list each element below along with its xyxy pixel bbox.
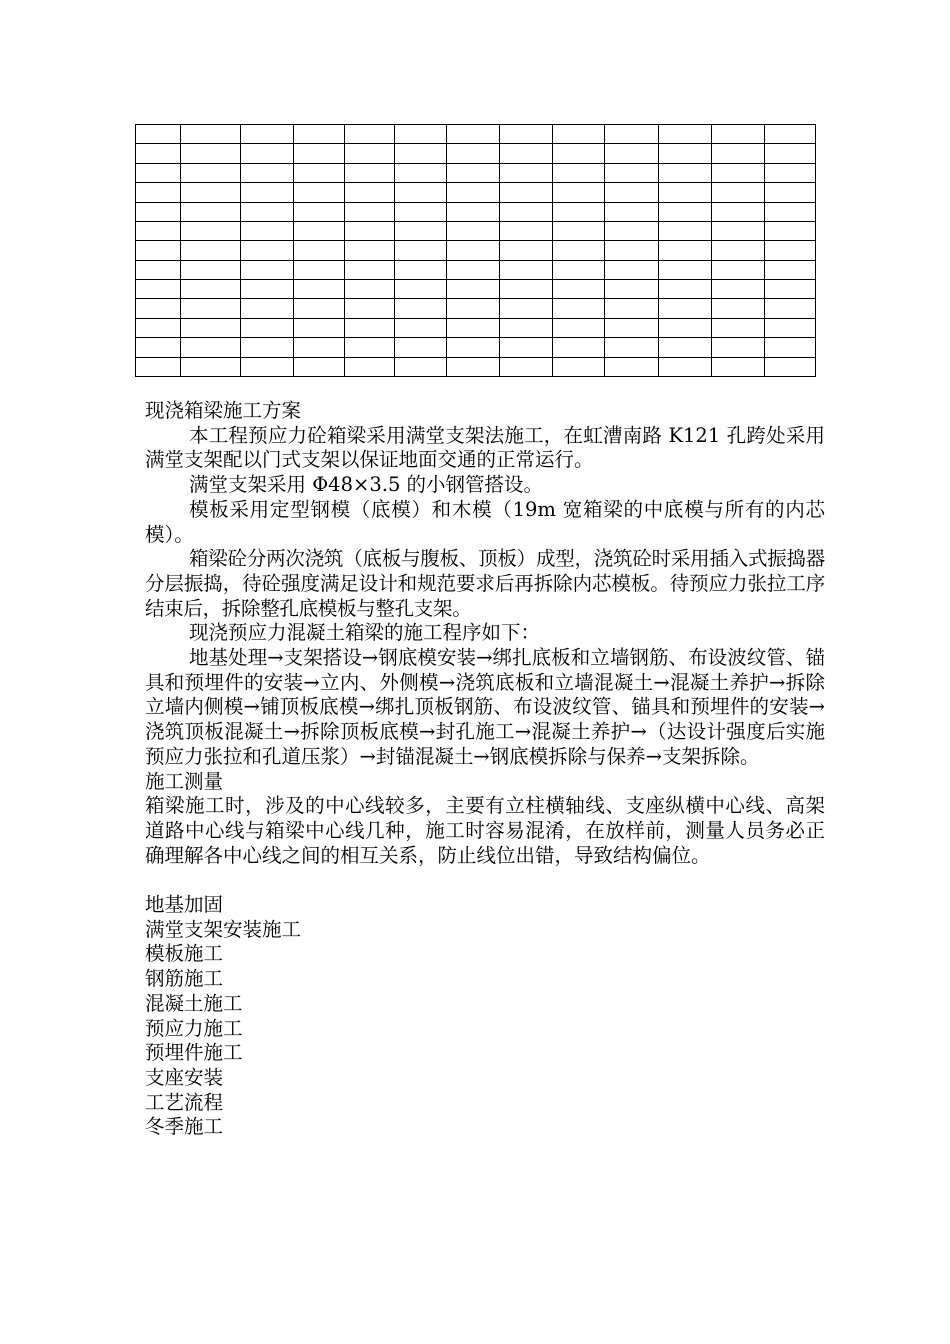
table-cell	[345, 163, 395, 182]
table-row	[136, 299, 816, 318]
table-cell	[658, 125, 711, 144]
table-cell	[241, 280, 294, 299]
table-cell	[711, 202, 764, 221]
table-row	[136, 125, 816, 144]
table-row	[136, 144, 816, 163]
table-row	[136, 357, 816, 377]
table-cell	[764, 318, 815, 337]
table-cell	[764, 163, 815, 182]
table-cell	[395, 125, 447, 144]
table-cell	[658, 357, 711, 377]
table-cell	[552, 357, 604, 377]
table-cell	[181, 357, 241, 377]
table-cell	[294, 338, 345, 357]
table-cell	[345, 299, 395, 318]
table-cell	[552, 183, 604, 202]
table-row	[136, 183, 816, 202]
table-cell	[447, 241, 500, 260]
table-cell	[604, 260, 658, 279]
table-cell	[345, 183, 395, 202]
table-cell	[604, 338, 658, 357]
table-cell	[395, 221, 447, 240]
table-cell	[294, 144, 345, 163]
table-cell	[447, 280, 500, 299]
table-cell	[604, 202, 658, 221]
table-cell	[294, 202, 345, 221]
table-cell	[447, 183, 500, 202]
table-cell	[136, 299, 181, 318]
table-cell	[345, 125, 395, 144]
table-cell	[136, 280, 181, 299]
table-cell	[181, 163, 241, 182]
table-cell	[764, 338, 815, 357]
table-cell	[345, 144, 395, 163]
table-cell	[500, 260, 552, 279]
paragraph: 模板采用定型钢模（底模）和木模（19m 宽箱梁的中底模与所有的内芯模）。	[145, 497, 825, 546]
table-cell	[136, 318, 181, 337]
table-cell	[136, 183, 181, 202]
table-cell	[447, 357, 500, 377]
table-cell	[447, 318, 500, 337]
table-cell	[764, 183, 815, 202]
table-cell	[604, 241, 658, 260]
table-cell	[241, 338, 294, 357]
table-cell	[658, 221, 711, 240]
table-cell	[395, 241, 447, 260]
table-cell	[552, 338, 604, 357]
paragraph: 地基处理→支架搭设→钢底模安装→绑扎底板和立墙钢筋、布设波纹管、锚具和预埋件的安装→立内、外侧模→浇筑底板和立墙混凝土→混凝土养护→拆除立墙内侧模→铺顶板底模→绑扎顶板钢筋、布设波纹管、锚具和预埋件的安装→浇筑顶板混凝土→拆除顶板底模→封孔施工→混凝土养护→（达设计强度后实施预应力张拉和孔道压浆）→封锚混凝土→钢底模拆除与保养→支架拆除。	[145, 646, 825, 768]
table-cell	[711, 299, 764, 318]
table-cell	[294, 280, 345, 299]
table-cell	[294, 221, 345, 240]
table-cell	[711, 125, 764, 144]
table-cell	[294, 125, 345, 144]
paragraph: 箱梁施工时，涉及的中心线较多，主要有立柱横轴线、支座纵横中心线、高架道路中心线与箱梁中心线几种，施工时容易混淆，在放样前，测量人员务必正确理解各中心线之间的相互关系，防止线位出错，导致结构偏位。	[145, 794, 825, 867]
table-cell	[447, 163, 500, 182]
table-cell	[395, 280, 447, 299]
table-cell	[604, 144, 658, 163]
table-cell	[181, 338, 241, 357]
table-cell	[345, 221, 395, 240]
table-cell	[447, 221, 500, 240]
table-cell	[658, 202, 711, 221]
topic-heading: 混凝土施工	[145, 991, 243, 1015]
table-cell	[294, 318, 345, 337]
table-cell	[604, 183, 658, 202]
table-cell	[136, 221, 181, 240]
table-cell	[500, 280, 552, 299]
table-cell	[395, 299, 447, 318]
table-cell	[711, 241, 764, 260]
topic-heading: 满堂支架安装施工	[145, 917, 302, 941]
table-cell	[711, 221, 764, 240]
table-cell	[395, 183, 447, 202]
table-cell	[345, 280, 395, 299]
table-cell	[181, 202, 241, 221]
table-cell	[711, 163, 764, 182]
table-cell	[395, 202, 447, 221]
table-cell	[552, 318, 604, 337]
table-cell	[500, 144, 552, 163]
table-cell	[711, 260, 764, 279]
table-cell	[764, 280, 815, 299]
table-cell	[294, 241, 345, 260]
table-cell	[604, 163, 658, 182]
topic-heading: 工艺流程	[145, 1090, 224, 1114]
document-body	[145, 399, 825, 1140]
table-cell	[241, 144, 294, 163]
table-cell	[241, 241, 294, 260]
table-cell	[136, 125, 181, 144]
table-cell	[604, 357, 658, 377]
table-cell	[294, 163, 345, 182]
table-row	[136, 318, 816, 337]
table-cell	[241, 299, 294, 318]
topic-heading: 钢筋施工	[145, 967, 224, 991]
table-cell	[241, 125, 294, 144]
table-cell	[447, 299, 500, 318]
table-cell	[658, 299, 711, 318]
table-cell	[552, 241, 604, 260]
topic-heading: 支座安装	[145, 1065, 224, 1089]
table-cell	[294, 260, 345, 279]
table-cell	[764, 357, 815, 377]
table-cell	[345, 260, 395, 279]
table-cell	[294, 183, 345, 202]
table-cell	[500, 125, 552, 144]
table-cell	[181, 183, 241, 202]
table-cell	[241, 163, 294, 182]
table-cell	[345, 338, 395, 357]
section-title: 现浇箱梁施工方案	[145, 399, 302, 422]
table-cell	[447, 202, 500, 221]
table-cell	[604, 318, 658, 337]
table-cell	[345, 202, 395, 221]
table-row	[136, 241, 816, 260]
table-cell	[136, 163, 181, 182]
table-cell	[500, 299, 552, 318]
table-row	[136, 202, 816, 221]
table-cell	[658, 338, 711, 357]
table-cell	[764, 144, 815, 163]
table-cell	[181, 125, 241, 144]
topic-heading: 预应力施工	[145, 1016, 243, 1040]
table-cell	[764, 125, 815, 144]
section-title: 施工测量	[145, 769, 224, 793]
table-row	[136, 338, 816, 357]
table-cell	[136, 260, 181, 279]
table-cell	[552, 280, 604, 299]
table-cell	[181, 280, 241, 299]
table-cell	[552, 221, 604, 240]
table-cell	[136, 357, 181, 377]
table-cell	[447, 338, 500, 357]
table-cell	[500, 338, 552, 357]
table-cell	[181, 241, 241, 260]
paragraph: 现浇预应力混凝土箱梁的施工程序如下：	[189, 621, 541, 645]
table-cell	[241, 357, 294, 377]
table-cell	[395, 338, 447, 357]
table-cell	[447, 144, 500, 163]
table-row	[136, 163, 816, 182]
paragraph: 本工程预应力砼箱梁采用满堂支架法施工，在虹漕南路 K121 孔跨处采用满堂支架配以门式支架以保证地面交通的正常运行。	[145, 423, 825, 472]
table-cell	[711, 144, 764, 163]
table-cell	[500, 183, 552, 202]
table-cell	[764, 260, 815, 279]
table-cell	[345, 318, 395, 337]
blank-line	[145, 868, 825, 893]
table-cell	[658, 241, 711, 260]
table-cell	[658, 280, 711, 299]
paragraph: 箱梁砼分两次浇筑（底板与腹板、顶板）成型，浇筑砼时采用插入式振捣器分层振捣，待砼强度满足设计和规范要求后再拆除内芯模板。待预应力张拉工序结束后，拆除整孔底模板与整孔支架。	[145, 547, 825, 620]
table-cell	[552, 125, 604, 144]
table-cell	[604, 125, 658, 144]
table-cell	[181, 144, 241, 163]
table-cell	[552, 260, 604, 279]
table-cell	[136, 241, 181, 260]
table-cell	[604, 221, 658, 240]
table-cell	[711, 357, 764, 377]
table-cell	[447, 125, 500, 144]
table-cell	[136, 202, 181, 221]
table-cell	[136, 144, 181, 163]
table-cell	[181, 299, 241, 318]
table-cell	[658, 144, 711, 163]
table-row	[136, 260, 816, 279]
table-cell	[711, 183, 764, 202]
table-cell	[136, 338, 181, 357]
table-cell	[395, 260, 447, 279]
table-cell	[181, 260, 241, 279]
table-row	[136, 221, 816, 240]
table-cell	[241, 318, 294, 337]
table-cell	[241, 260, 294, 279]
blank-grid-table	[135, 124, 816, 377]
table-cell	[711, 338, 764, 357]
table-cell	[604, 299, 658, 318]
table-cell	[395, 163, 447, 182]
table-cell	[604, 280, 658, 299]
table-cell	[764, 202, 815, 221]
table-cell	[395, 144, 447, 163]
table-cell	[711, 280, 764, 299]
table-cell	[658, 260, 711, 279]
table-cell	[764, 221, 815, 240]
table-cell	[294, 357, 345, 377]
table-cell	[241, 202, 294, 221]
table-row	[136, 280, 816, 299]
table-cell	[552, 163, 604, 182]
table-cell	[181, 318, 241, 337]
table-cell	[241, 221, 294, 240]
table-cell	[241, 183, 294, 202]
table-cell	[552, 202, 604, 221]
table-cell	[500, 357, 552, 377]
table-cell	[294, 299, 345, 318]
table-cell	[764, 241, 815, 260]
table-cell	[658, 163, 711, 182]
table-cell	[500, 163, 552, 182]
table-cell	[500, 202, 552, 221]
table-cell	[711, 318, 764, 337]
table-cell	[500, 241, 552, 260]
topic-heading: 模板施工	[145, 942, 224, 966]
table-cell	[345, 241, 395, 260]
topic-heading: 冬季施工	[145, 1115, 224, 1139]
table-cell	[500, 318, 552, 337]
table-cell	[552, 299, 604, 318]
table-cell	[552, 144, 604, 163]
topic-heading: 预埋件施工	[145, 1041, 243, 1065]
table-cell	[500, 221, 552, 240]
table-cell	[658, 318, 711, 337]
paragraph: 满堂支架采用 Φ48×3.5 的小钢管搭设。	[189, 473, 544, 497]
table-cell	[764, 299, 815, 318]
table-cell	[395, 318, 447, 337]
table-cell	[395, 357, 447, 377]
table-cell	[658, 183, 711, 202]
table-cell	[345, 357, 395, 377]
topic-heading: 地基加固	[145, 893, 224, 917]
table-cell	[181, 221, 241, 240]
table-cell	[447, 260, 500, 279]
